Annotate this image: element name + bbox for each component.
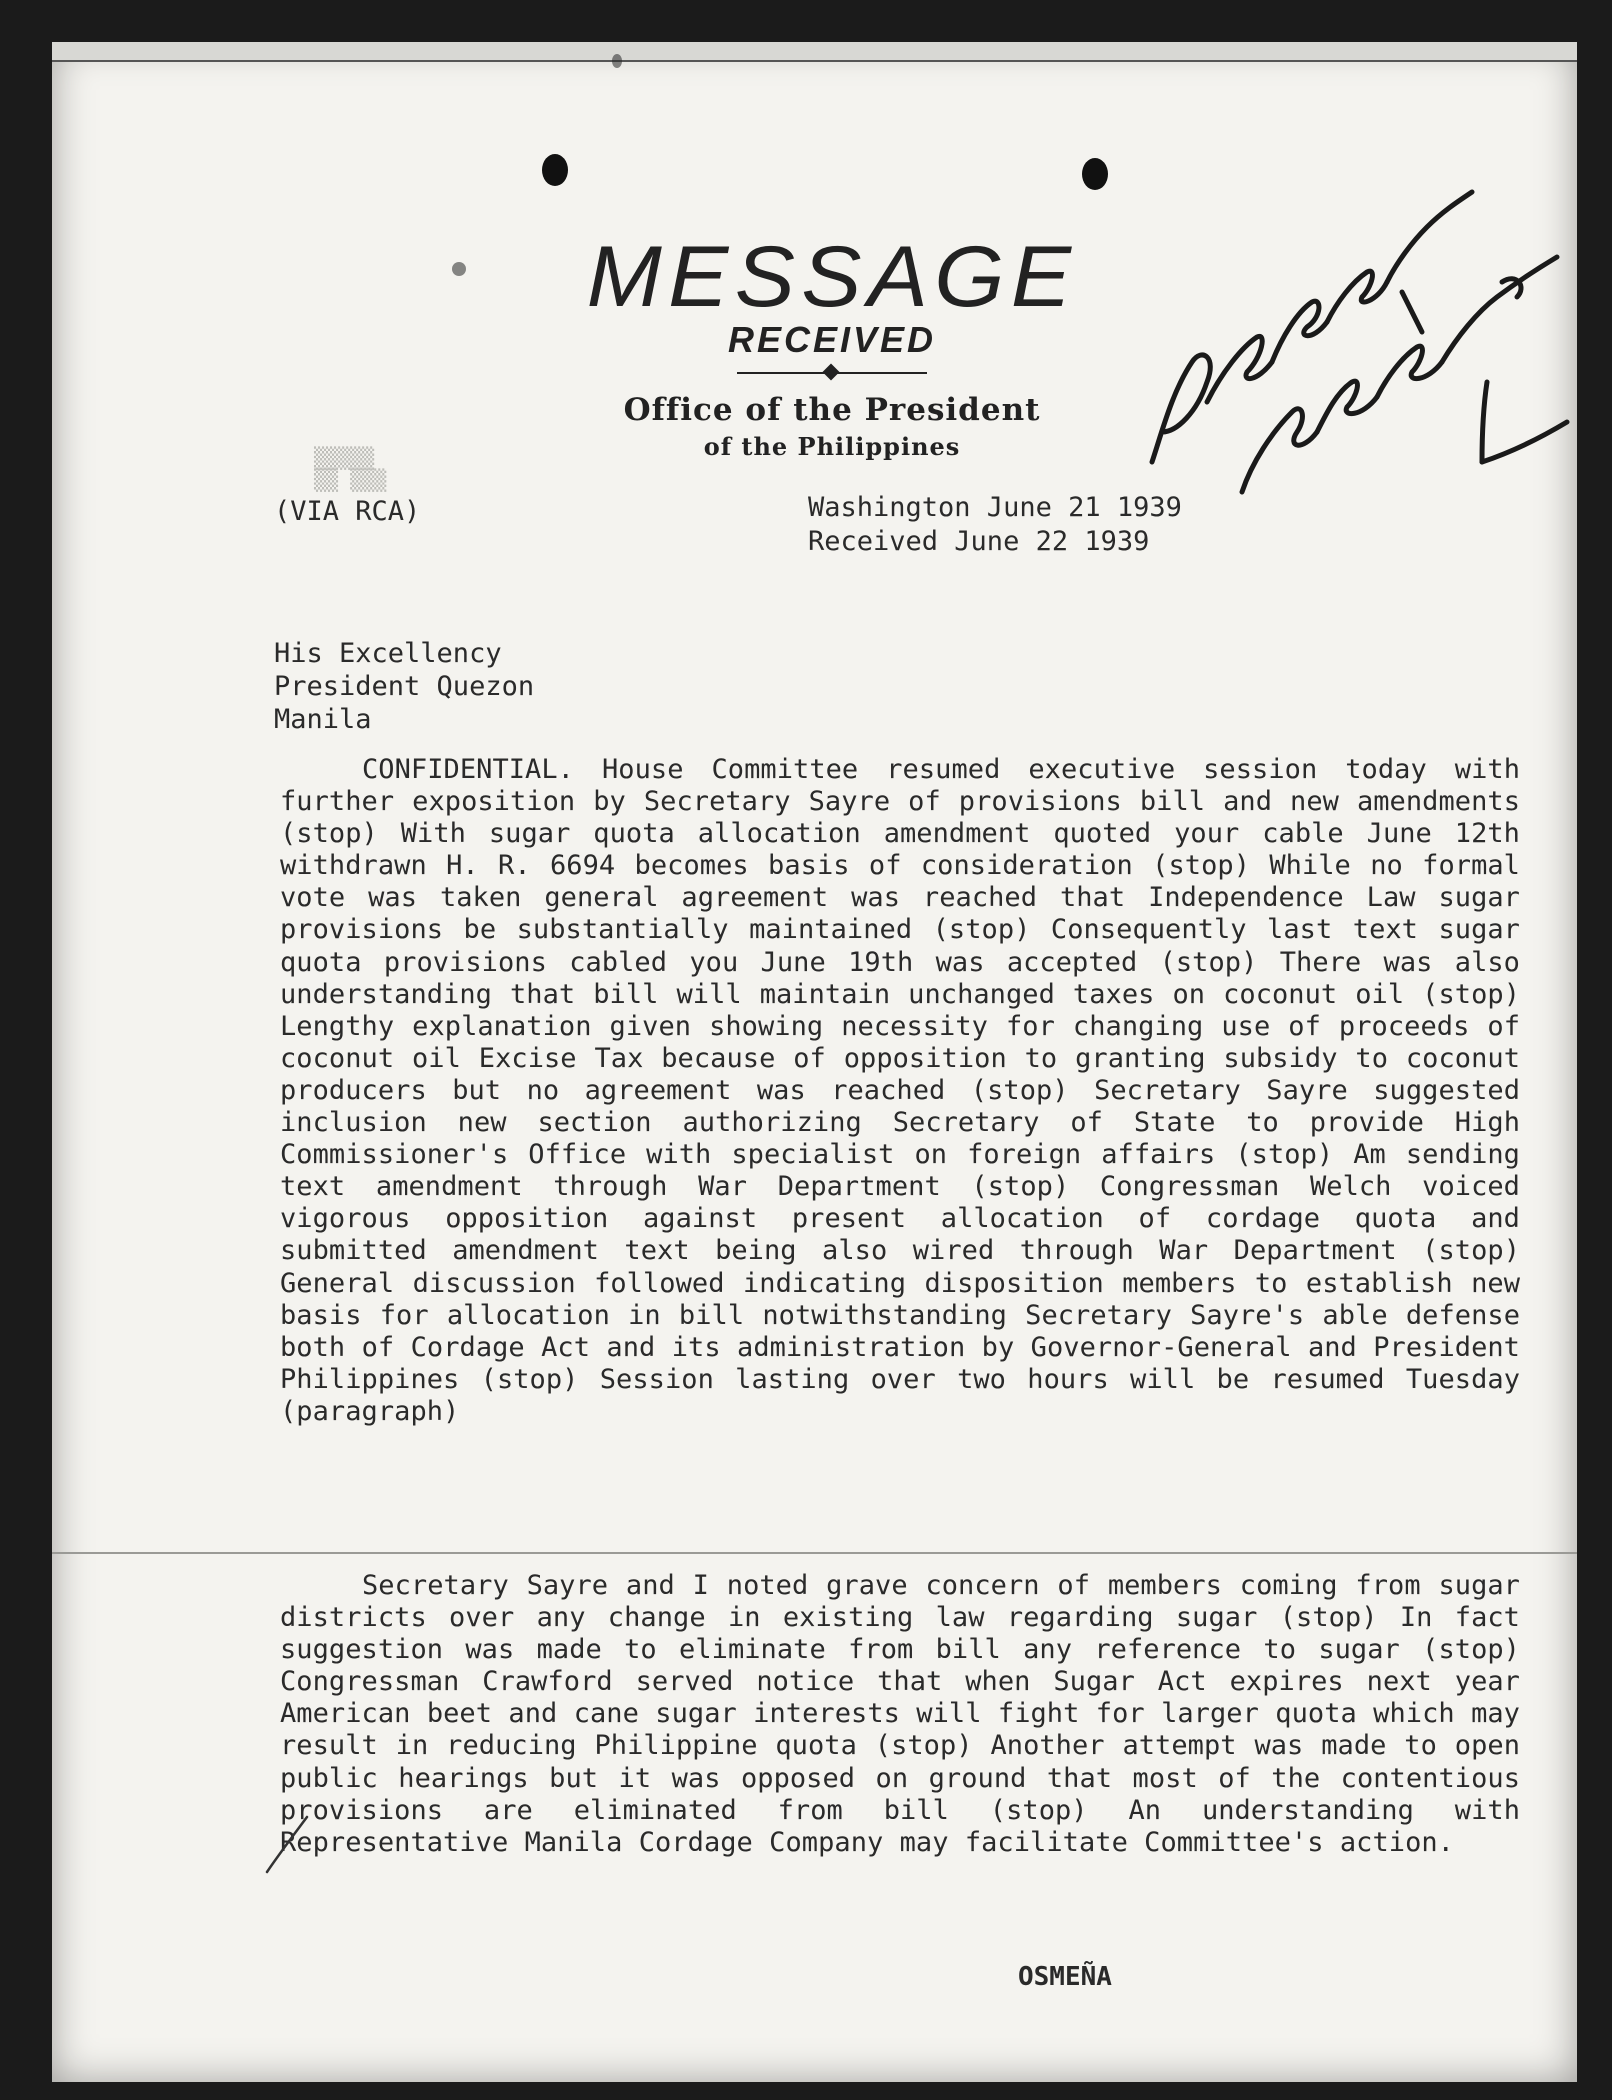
fold-line [52,1552,1577,1554]
punch-hole-right [1082,158,1108,190]
pencil-tick-mark [262,1812,312,1882]
letterhead-subtitle: RECEIVED [727,319,937,360]
paragraph-text: Secretary Sayre and I noted grave concern of members coming from sugar districts over any change in existing law regarding sugar (stop) In fact suggestion was made to eliminate from bill any reference to sugar (stop) Congressman Crawford served notice that when Sugar Act expires next year American beet and cane sugar interests will fight for larger quota which may result in reducing Philippine quota (stop) Another attempt was made to open public hearings but it was opposed on ground that most of the contentious provisions are eliminated from bill (stop) An understanding with Representative Manila Cordage Company may facilitate Committee's action. [280,1570,1520,1858]
signature: OSMEÑA [1018,1962,1112,1992]
routing-note: (VIA RCA) [274,496,421,527]
sent-date: Washington June 21 1939 [808,492,1182,523]
ghost-show-through: ▒▒▒▒▒ ▒▒ ▒▒▒ [314,446,387,492]
message-paragraph-1 [280,754,1520,1428]
handwritten-annotation [1122,132,1577,532]
letterhead [532,229,1132,464]
address-line: President Quezon [274,671,535,702]
ink-smudge [452,262,466,276]
letterhead-office-sub: of the Philippines [703,432,961,461]
document-page [52,42,1577,2082]
received-date: Received June 22 1939 [808,526,1150,557]
address-line: His Excellency [274,638,502,669]
letterhead-title: MESSAGE [586,229,1078,325]
paragraph-text: CONFIDENTIAL. House Committee resumed executive session today with further exposition by Secretary Sayre of provisions bill and new amendments (stop) With sugar quota allocation amendment quoted your cable June 12th withdrawn H. R. 6694 becomes basis of consideration (stop) While no formal vote was taken general agreement was reached that Independence Law sugar provisions be substantially maintained (stop) Consequently last text sugar quota provisions cabled you June 19th was accepted (stop) There was also understanding that bill will maintain unchanged taxes on coconut oil (stop) Lengthy explanation given showing necessity for changing use of proceeds of coconut oil Excise Tax because of opposition to granting subsidy to coconut producers but no agreement was reached (stop) Secretary Sayre suggested inclusion new section authorizing Secretary of State to provide High Commissioner's Office with specialist on foreign affairs (stop) Am sending text amendment through War Department (stop) Congressman Welch voiced vigorous opposition against present allocation of cordage quota and submitted amendment text being also wired through War Department (stop) General discussion followed indicating disposition members to establish new basis for allocation in bill notwithstanding Secretary Sayre's able defense both of Cordage Act and its administration by Governor-General and President Philippines (stop) Session lasting over two hours will be resumed Tuesday (paragraph) [280,754,1520,1427]
recipient-address [274,637,534,736]
dateline [808,491,1182,559]
ink-smudge [612,54,622,68]
address-line: Manila [274,704,372,735]
punch-hole-left [542,154,568,186]
letterhead-divider [737,372,927,374]
message-paragraph-2 [280,1570,1520,1859]
letterhead-office: Office of the President [623,392,1041,428]
